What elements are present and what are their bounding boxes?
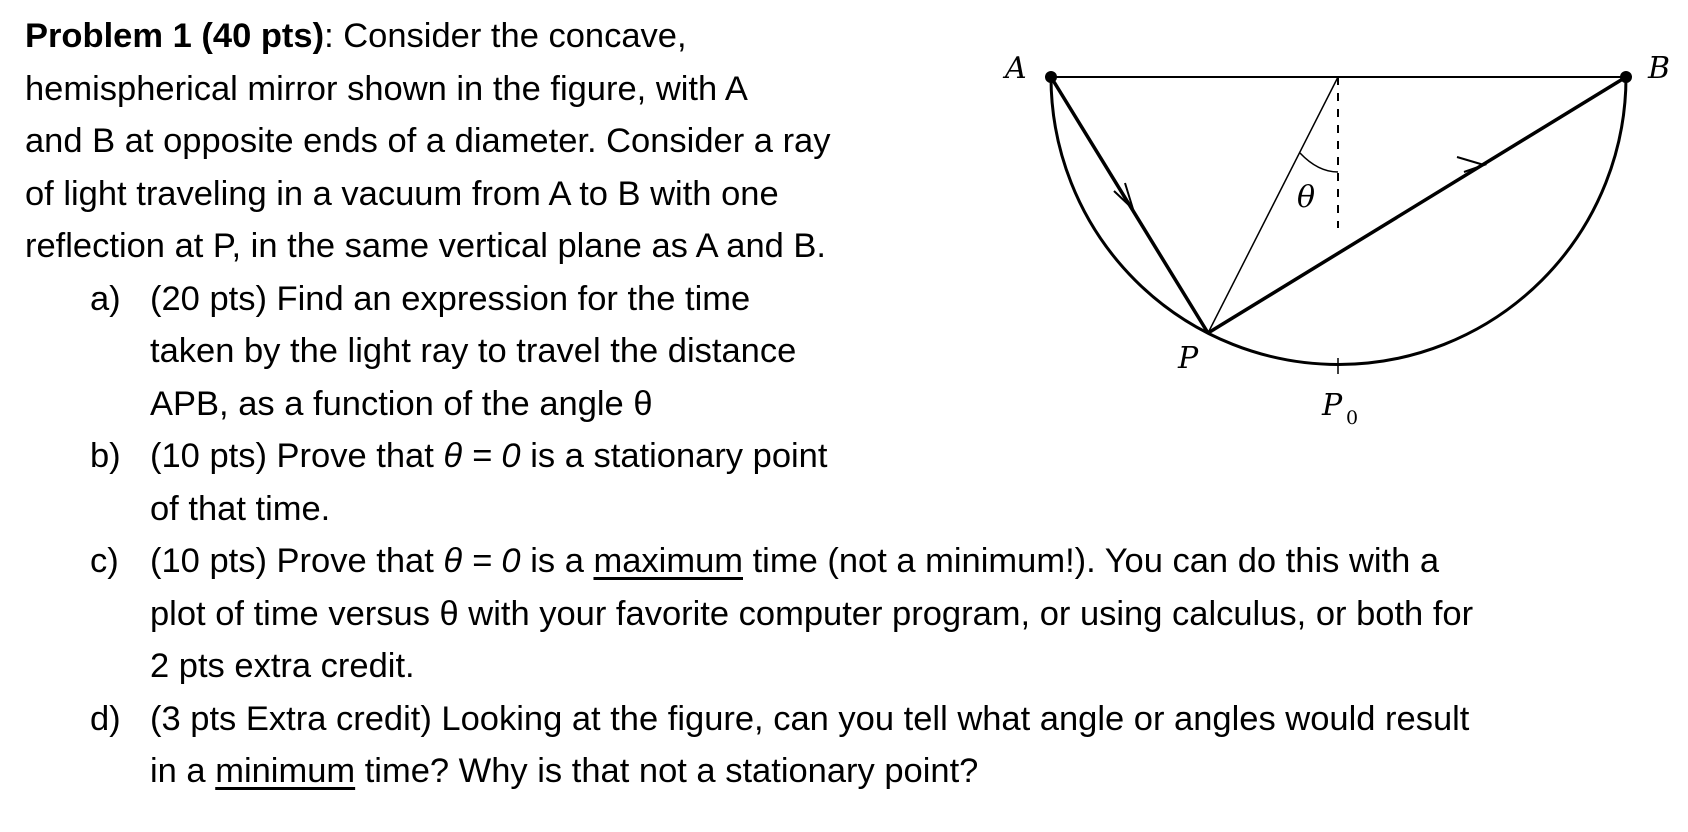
arrow-up-icon: [1457, 157, 1484, 172]
label-a: A: [1005, 51, 1027, 86]
intro-line-3: and B at opposite ends of a diameter. Consider a ray: [25, 122, 831, 160]
theta-arc: [1300, 153, 1338, 172]
part-a-label: a): [90, 279, 121, 318]
label-p0: P: [1322, 388, 1343, 423]
label-theta: θ: [1297, 180, 1316, 215]
label-p: P: [1178, 341, 1199, 376]
minimum-underlined: minimum: [215, 752, 356, 790]
label-b: B: [1648, 51, 1671, 86]
part-a: a) (20 pts) Find an expression for the time taken by the light ray to travel the distance APB, as a function of the angle θ: [25, 273, 1473, 431]
part-c-label: c): [90, 542, 119, 580]
point-a-dot: [1045, 71, 1057, 83]
point-b-dot: [1620, 71, 1632, 83]
label-p0-subscript: 0: [1346, 407, 1359, 429]
ray-p-to-b: [1208, 77, 1626, 333]
part-d: d) (3 pts Extra credit) Looking at the figure, can you tell what angle or angles would result in a minimum time? Why is that not a stationary point?: [25, 693, 1473, 798]
problem-heading: Problem 1 (40 pts): [25, 17, 325, 55]
part-d-label: d): [90, 699, 121, 738]
maximum-underlined: maximum: [593, 542, 743, 580]
part-b-label: b): [90, 437, 121, 475]
mirror-figure: [985, 40, 1671, 440]
intro-line-2: hemispherical mirror shown in the figure, with A: [25, 69, 748, 108]
part-c: c) (10 pts) Prove that θ = 0 is a maximum time (not a minimum!). You can do this with a plot of time versus θ with your favorite computer program, or using calculus, or both for 2 pts extra credit.: [25, 535, 1473, 693]
intro-line-4: of light traveling in a vacuum from A to B with one: [25, 174, 779, 213]
intro-line-1: Problem 1 (40 pts): Consider the concave,: [25, 17, 687, 55]
intro-line-5: reflection at P, in the same vertical plane as A and B.: [25, 227, 827, 265]
part-b: b) (10 pts) Prove that θ = 0 is a stationary point of that time.: [25, 430, 1473, 535]
